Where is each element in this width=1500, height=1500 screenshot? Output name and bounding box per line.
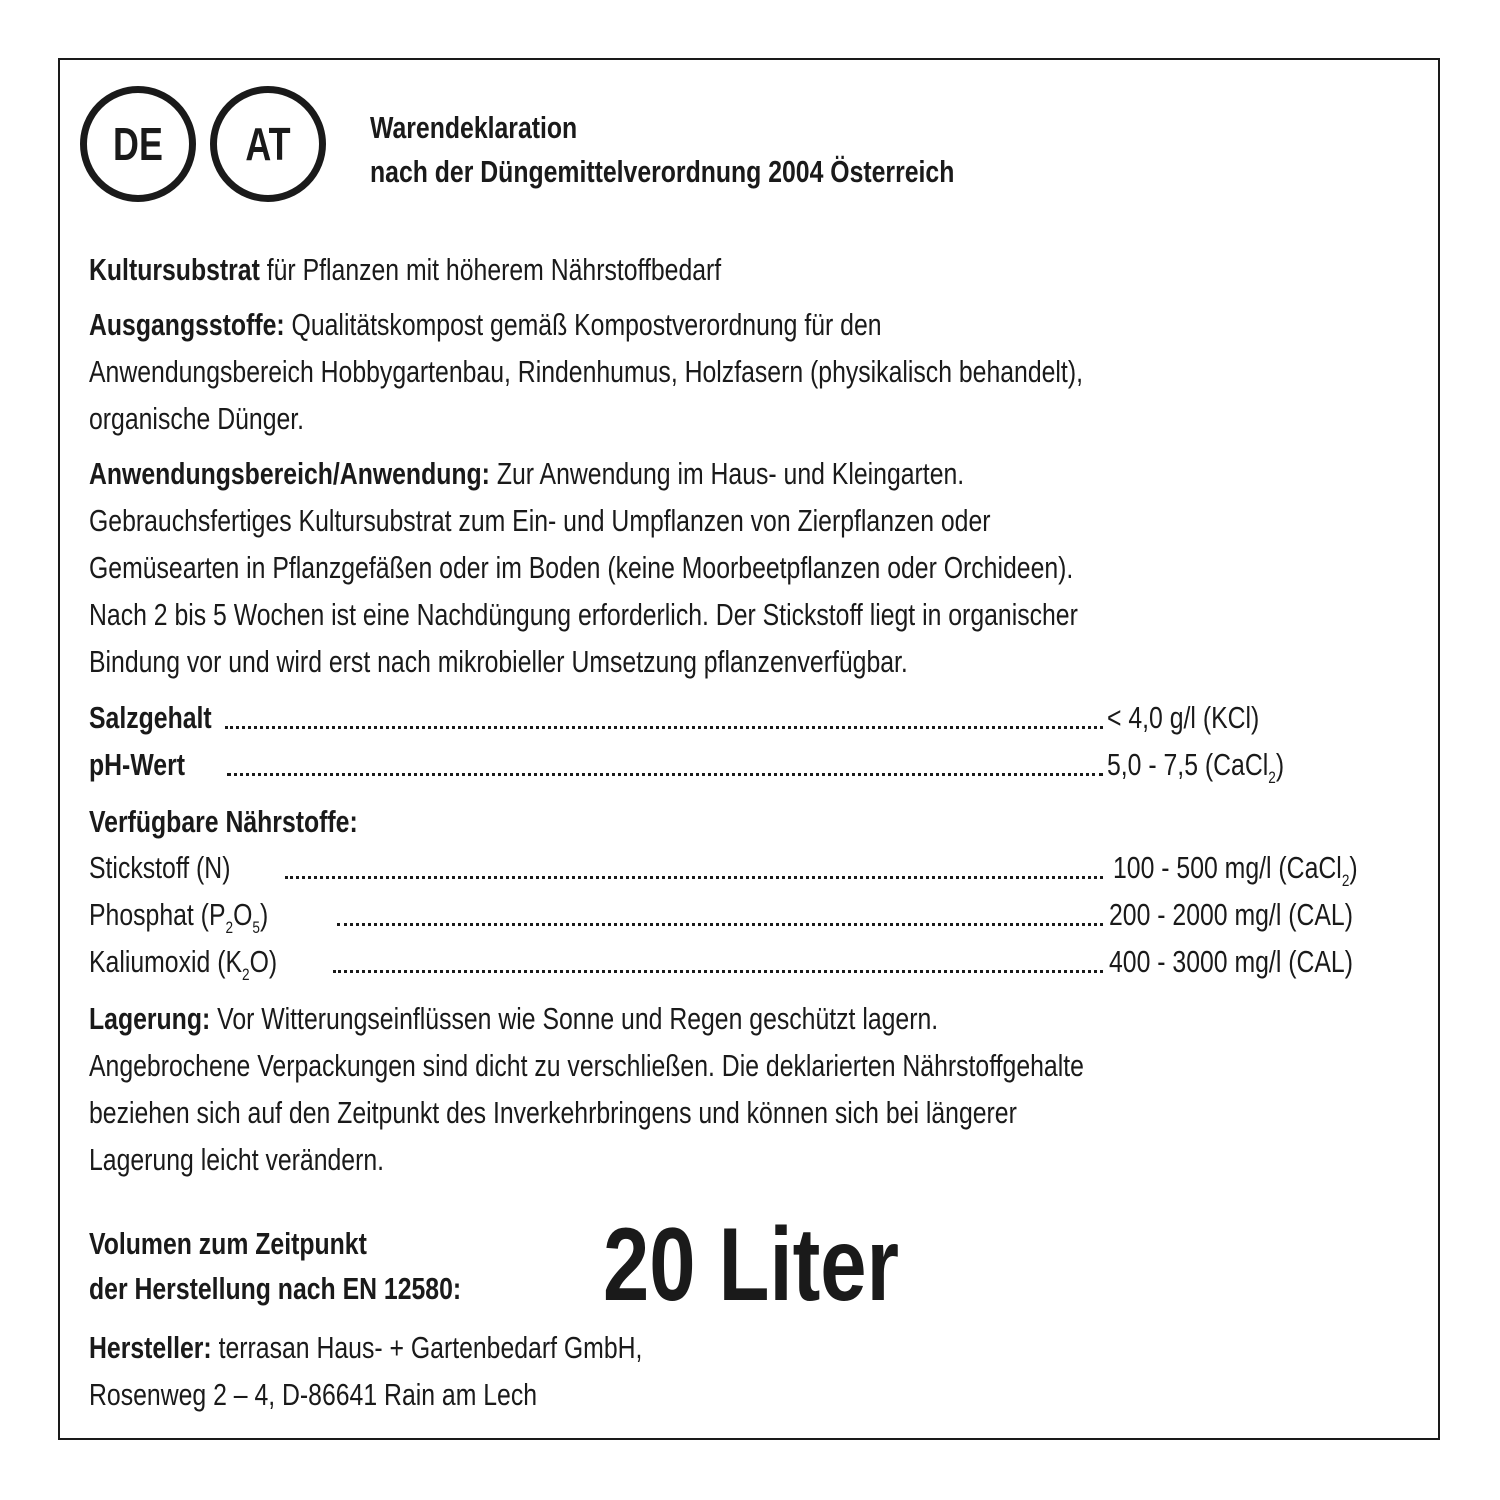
property-row-ph: [89, 747, 1347, 787]
lagerung-text: beziehen sich auf den Zeitpunkt des Inverkehrbringens und können sich bei längerer: [89, 1095, 1017, 1130]
nutrient-row-stickstoff: [89, 850, 1358, 890]
anwendung-text: Gemüsearten in Pflanzgefäßen oder im Boden (keine Moorbeetpflanzen oder Orchideen).: [89, 550, 1074, 585]
hersteller-line: [89, 1330, 642, 1366]
property-row-salzgehalt: [89, 700, 1347, 736]
nutrient-label: Kaliumoxid $(K_2O)$: [89, 944, 278, 984]
nutrient-value: 100 - 500 mg/l (CaCl$_2$): [1113, 850, 1358, 890]
dot-leader: [333, 970, 1103, 973]
lagerung-line: [89, 1001, 938, 1037]
property-value: 5,0 - 7,5 (CaCl$_2$): [1107, 747, 1285, 787]
anwendung-text: Bindung vor und wird erst nach mikrobieller Umsetzung pflanzenverfügbar.: [89, 644, 908, 679]
country-badge-at: [210, 86, 326, 202]
nutrient-label: Stickstoff (N): [89, 850, 231, 885]
anwendung-text: Gebrauchsfertiges Kultursubstrat zum Ein- und Umpflanzen von Zierpflanzen oder: [89, 503, 991, 538]
lagerung-text: Angebrochene Verpackungen sind dicht zu verschließen. Die deklarierten Nährstoffgehalte: [89, 1048, 1084, 1083]
kultursubstrat-line: [89, 252, 721, 288]
volumen-value: 20 Liter: [603, 1207, 899, 1323]
header-title: Warendeklaration: [370, 110, 578, 145]
badge-text: DE: [113, 118, 163, 170]
hersteller-label: Hersteller:: [89, 1330, 212, 1365]
dot-leader: [337, 923, 1103, 926]
anwendung-text: Nach 2 bis 5 Wochen ist eine Nachdüngung erforderlich. Der Stickstoff liegt in organischer: [89, 597, 1078, 632]
ausgangsstoffe-line: [89, 307, 882, 343]
kultursubstrat-label: Kultursubstrat: [89, 252, 260, 287]
volumen-label: Volumen zum Zeitpunkt: [89, 1226, 367, 1261]
hersteller-address: Rosenweg 2 – 4, D-86641 Rain am Lech: [89, 1377, 538, 1412]
volumen-label: der Herstellung nach EN 12580:: [89, 1271, 462, 1306]
nutrient-row-phosphat: [89, 897, 1353, 937]
ausgangsstoffe-text: Anwendungsbereich Hobbygartenbau, Rindenhumus, Holzfasern (physikalisch behandelt),: [89, 354, 1083, 389]
dot-leader: [285, 876, 1103, 879]
nutrient-label: Phosphat $(P_2O_5)$: [89, 897, 269, 937]
badge-text: AT: [245, 118, 291, 170]
nutrient-value: 200 - 2000 mg/l (CAL): [1109, 897, 1353, 932]
header-subtitle: nach der Düngemittelverordnung 2004 Österreich: [370, 154, 955, 189]
property-label: pH-Wert: [89, 747, 185, 782]
ausgangsstoffe-text: Qualitätskompost gemäß Kompostverordnung für den: [284, 307, 882, 342]
property-value: < 4,0 g/l (KCl): [1107, 700, 1260, 735]
property-label: Salzgehalt: [89, 700, 212, 735]
hersteller-name: terrasan Haus- + Gartenbedarf GmbH,: [211, 1330, 643, 1365]
kultursubstrat-text: für Pflanzen mit höherem Nährstoffbedarf: [259, 252, 722, 287]
anwendung-label: Anwendungsbereich/Anwendung:: [89, 456, 490, 491]
ausgangsstoffe-label: Ausgangsstoffe:: [89, 307, 285, 342]
nutrient-row-kaliumoxid: [89, 944, 1353, 984]
dot-leader: [227, 773, 1103, 776]
country-badge-de: [80, 86, 196, 202]
naehrstoffe-heading: Verfügbare Nährstoffe:: [89, 804, 358, 839]
ausgangsstoffe-text: organische Dünger.: [89, 401, 305, 436]
lagerung-text: Vor Witterungseinflüssen wie Sonne und Regen geschützt lagern.: [210, 1001, 939, 1036]
lagerung-label: Lagerung:: [89, 1001, 211, 1036]
anwendung-line: [89, 456, 964, 492]
dot-leader: [225, 726, 1103, 729]
lagerung-text: Lagerung leicht verändern.: [89, 1142, 385, 1177]
anwendung-text: Zur Anwendung im Haus- und Kleingarten.: [489, 456, 965, 491]
nutrient-value: 400 - 3000 mg/l (CAL): [1109, 944, 1353, 979]
